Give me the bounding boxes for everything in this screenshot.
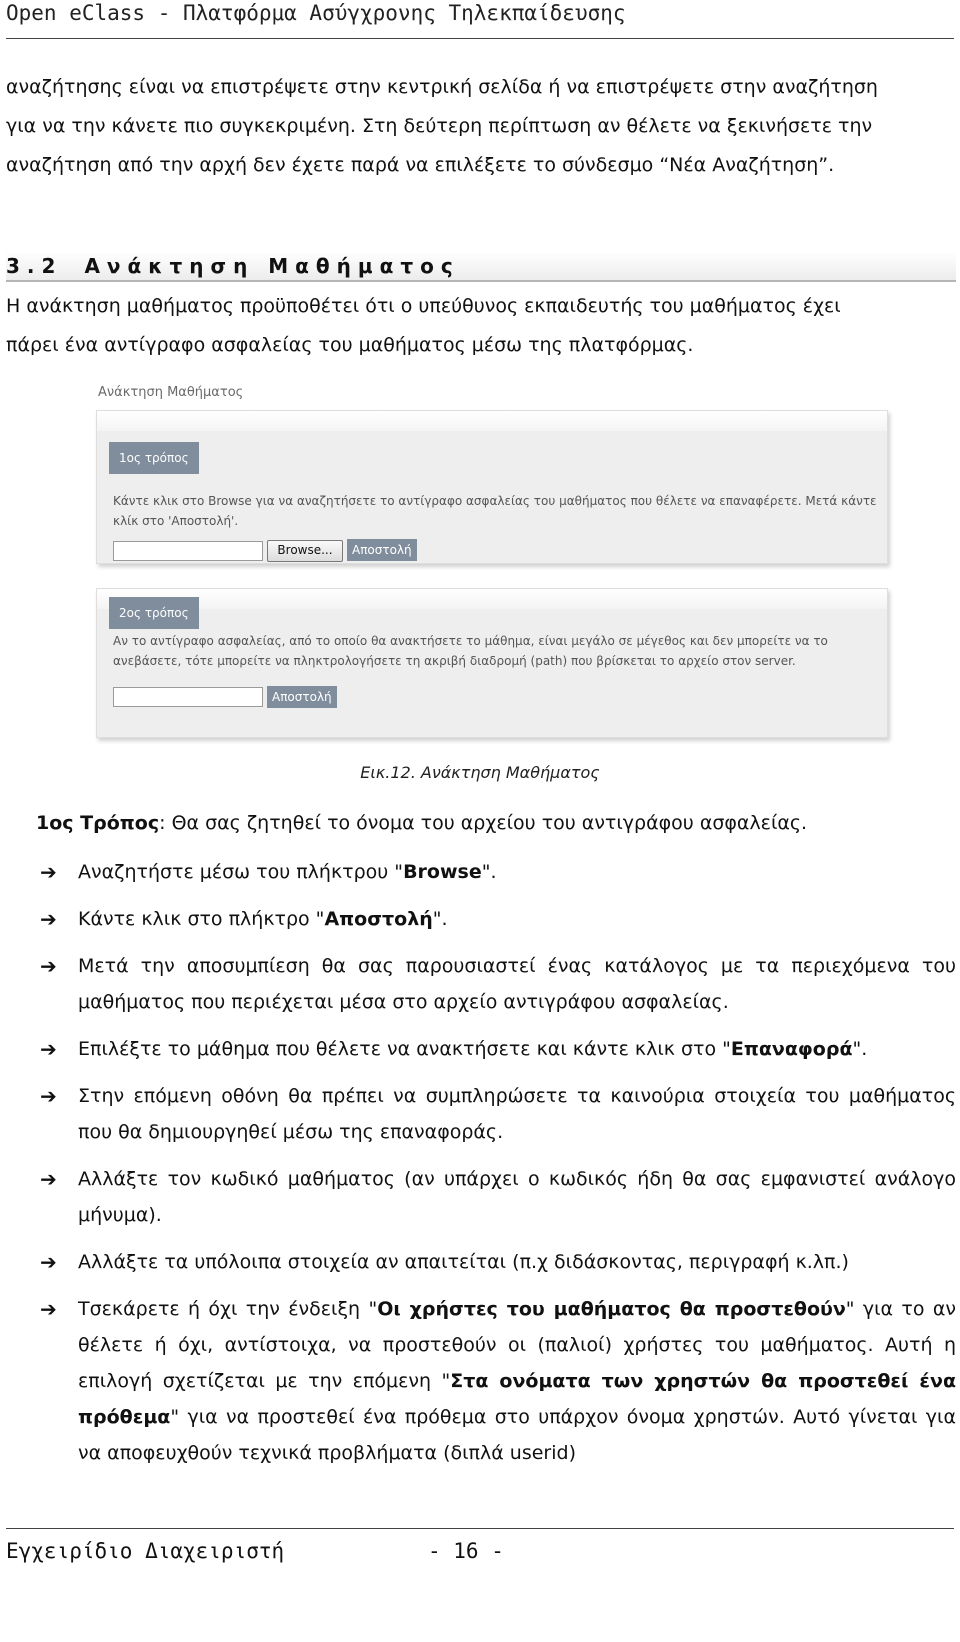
restore-panel-1: [96, 410, 888, 564]
section-line: πάρει ένα αντίγραφο ασφαλείας του μαθήματος μέσω της πλατφόρμας.: [6, 334, 694, 356]
item-text: Αλλάξτε τον κωδικό μαθήματος (αν υπάρχει ο κωδικός ήδη θα σας εμφανιστεί ανάλογο μήνυμα).: [78, 1168, 956, 1226]
header-title: Open eClass - Πλατφόρμα Ασύγχρονης Τηλεκπαίδευσης: [6, 1, 626, 25]
item-text: Στην επόμενη οθόνη θα πρέπει να συμπληρώσετε τα καινούρια στοιχεία του μαθήματος που θα δημιουργηθεί μέσω της επαναφοράς.: [78, 1085, 956, 1143]
arrow-right-icon: ➔: [40, 1037, 57, 1061]
arrow-right-icon: ➔: [40, 1167, 57, 1191]
panel-2-line: Αν το αντίγραφο ασφαλείας, από το οποίο θα ανακτήσετε το μάθημα, είναι μεγάλο σε μέγεθος και δεν μπορείτε να το: [113, 634, 828, 648]
item-text: ".: [432, 908, 448, 930]
panel-1-line: Κάντε κλικ στο Browse για να αναζητήσετε το αντίγραφο ασφαλείας του μαθήματος που θέλετε να επαναφέρετε. Μετά κάντε: [113, 494, 877, 508]
panel-header-strip: [97, 411, 887, 431]
intro-line: για να την κάνετε πιο συγκεκριμένη. Στη δεύτερη περίπτωση αν θέλετε να ξεκινήσετε την: [6, 115, 873, 137]
panel-1-line: κλίκ στο 'Αποστολή'.: [113, 514, 239, 528]
list-item: [40, 1161, 956, 1233]
section-line: Η ανάκτηση μαθήματος προϋποθέτει ότι ο υπεύθυνος εκπαιδευτής του μαθήματος έχει: [6, 295, 841, 317]
instruction-list: [40, 854, 956, 1471]
tab-method-1[interactable]: 1ος τρόπος: [109, 442, 199, 474]
item-text: " για το αν θέλετε ή όχι, αντίστοιχα, να προστεθούν οι (παλιοί) χρήστες του μαθήματος. Αυτή η επιλογή σχετίζεται με την επόμενη ": [78, 1298, 956, 1392]
tab-method-2[interactable]: 2ος τρόπος: [109, 597, 199, 629]
item-text: Αλλάξτε τα υπόλοιπα στοιχεία αν απαιτείται (π.χ διδάσκοντας, περιγραφή κ.λπ.): [78, 1251, 849, 1273]
panel-header-strip: [97, 589, 887, 609]
figure-caption: Εικ.12. Ανάκτηση Μαθήματος: [360, 763, 600, 782]
send-button[interactable]: Αποστολή: [267, 686, 337, 708]
page-header: [6, 0, 954, 39]
figure-screenshot: [90, 380, 890, 770]
list-item: [40, 854, 956, 890]
file-path-input[interactable]: [113, 541, 263, 561]
item-bold: Browse: [403, 861, 482, 883]
intro-line: αναζήτηση από την αρχή δεν έχετε παρά να επιλέξετε το σύνδεσμο “Νέα Αναζήτηση”.: [6, 154, 835, 176]
arrow-right-icon: ➔: [40, 1084, 57, 1108]
method-text: : Θα σας ζητηθεί το όνομα του αρχείου του αντιγράφου ασφαλείας.: [159, 812, 808, 834]
list-item: [40, 901, 956, 937]
method-label: 1ος Τρόπος: [36, 812, 160, 834]
arrow-right-icon: ➔: [40, 1297, 57, 1321]
panel-2-text: [113, 631, 883, 671]
item-text: Αναζητήστε μέσω του πλήκτρου ": [78, 861, 404, 883]
list-item: [40, 1244, 956, 1280]
arrow-right-icon: ➔: [40, 1250, 57, 1274]
browse-button[interactable]: Browse...: [267, 540, 343, 562]
page-number: - 16 -: [428, 1539, 504, 1563]
figure-title: Ανάκτηση Μαθήματος: [98, 385, 244, 400]
section-paragraph: [6, 287, 956, 365]
panel-2-line: ανεβάσετε, τότε μπορείτε να πληκτρολογήσετε τη ακριβή διαδρομή (path) που βρίσκεται το αρχείο στον server.: [113, 654, 796, 668]
item-text: " για να προστεθεί ένα πρόθεμα στο υπάρχον όνομα χρηστών. Αυτό γίνεται για να αποφευχθούν τεχνικά προβλήματα (διπλά userid): [78, 1406, 956, 1464]
item-bold: Οι χρήστες του μαθήματος θα προστεθούν: [377, 1298, 846, 1320]
footer-title: Εγχειρίδιο Διαχειριστή: [6, 1539, 285, 1563]
page-footer: [6, 1528, 954, 1573]
list-item: [40, 1078, 956, 1150]
intro-line: αναζήτησης είναι να επιστρέψετε στην κεντρική σελίδα ή να επιστρέψετε στην αναζήτηση: [6, 76, 878, 98]
intro-paragraph: [6, 68, 956, 185]
arrow-right-icon: ➔: [40, 860, 57, 884]
item-bold: Αποστολή: [324, 908, 433, 930]
panel-1-text: [113, 491, 883, 531]
list-item: [40, 948, 956, 1020]
item-text: ".: [481, 861, 497, 883]
section-title: Ανάκτηση Μαθήματος: [84, 254, 460, 278]
arrow-right-icon: ➔: [40, 907, 57, 931]
item-bold: Στα ονόματα των χρηστών θα προστεθεί ένα πρόθεμα: [78, 1370, 956, 1428]
arrow-right-icon: ➔: [40, 954, 57, 978]
item-text: Επιλέξτε το μάθημα που θέλετε να ανακτήσετε και κάντε κλικ στο ": [78, 1038, 731, 1060]
method-1-line: [36, 812, 807, 834]
section-number: 3.2: [6, 254, 63, 278]
list-item: [40, 1291, 956, 1471]
item-text: Τσεκάρετε ή όχι την ένδειξη ": [78, 1298, 378, 1320]
restore-panel-2: [96, 588, 888, 738]
item-text: ".: [852, 1038, 868, 1060]
item-text: Μετά την αποσυμπίεση θα σας παρουσιαστεί ένας κατάλογος με τα περιεχόμενα του μαθήματος που περιέχεται μέσα στο αρχείο αντιγράφου ασφαλείας.: [78, 955, 956, 1013]
server-path-input[interactable]: [113, 687, 263, 707]
list-item: [40, 1031, 956, 1067]
section-heading: [6, 252, 956, 282]
item-bold: Επαναφορά: [730, 1038, 853, 1060]
send-button[interactable]: Αποστολή: [347, 539, 417, 561]
item-text: Κάντε κλικ στο πλήκτρο ": [78, 908, 325, 930]
